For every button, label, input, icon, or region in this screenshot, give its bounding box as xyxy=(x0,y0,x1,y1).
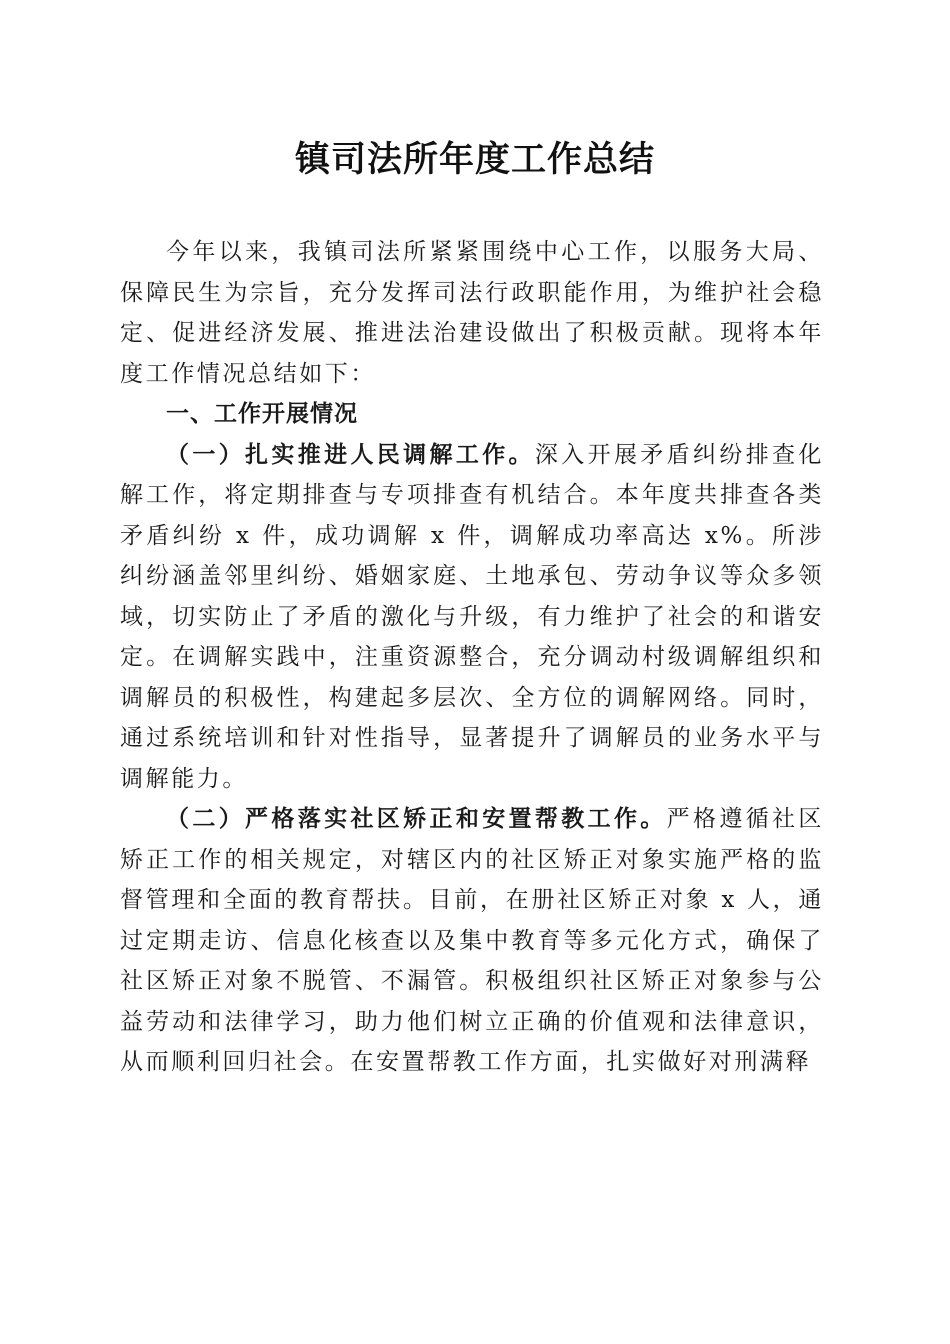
item-1-paragraph xyxy=(120,435,824,800)
document-body xyxy=(120,232,824,1083)
item-2-paragraph xyxy=(120,799,824,1083)
item-2-text: 严格遵循社区矫正工作的相关规定，对辖区内的社区矫正对象实施严格的监督管理和全面的教育帮扶。目前，在册社区矫正对象 x 人，通过定期走访、信息化核查以及集中教育等多元化方式，确保了社区矫正对象不脱管、不漏管。积极组织社区矫正对象参与公益劳动和法律学习，助力他们树立正确的价值观和法律意识，从而顺利回归社会。在安置帮教工作方面，扎实做好对刑满释 xyxy=(120,806,824,1075)
intro-paragraph: 今年以来，我镇司法所紧紧围绕中心工作，以服务大局、保障民生为宗旨，充分发挥司法行政职能作用，为维护社会稳定、促进经济发展、推进法治建设做出了积极贡献。现将本年度工作情况总结如下： xyxy=(120,239,824,387)
section-heading: 一、工作开展情况 xyxy=(166,401,358,427)
item-2-lead: （二）严格落实社区矫正和安置帮教工作。 xyxy=(166,805,667,832)
item-1-text: 深入开展矛盾纠纷排查化解工作，将定期排查与专项排查有机结合。本年度共排查各类矛盾纠纷 x 件，成功调解 x 件，调解成功率高达 x%。所涉纠纷涵盖邻里纠纷、婚姻家庭、土地承包、劳动争议等众多领域，切实防止了矛盾的激化与升级，有力维护了社会的和谐安定。在调解实践中，注重资源整合，充分调动村级调解组织和调解员的积极性，构建起多层次、全方位的调解网络。同时，通过系统培训和针对性指导，显著提升了调解员的业务水平与调解能力。 xyxy=(120,441,824,792)
item-1-lead: （一）扎实推进人民调解工作。 xyxy=(166,440,535,468)
document-title: 镇司法所年度工作总结 xyxy=(294,139,655,180)
